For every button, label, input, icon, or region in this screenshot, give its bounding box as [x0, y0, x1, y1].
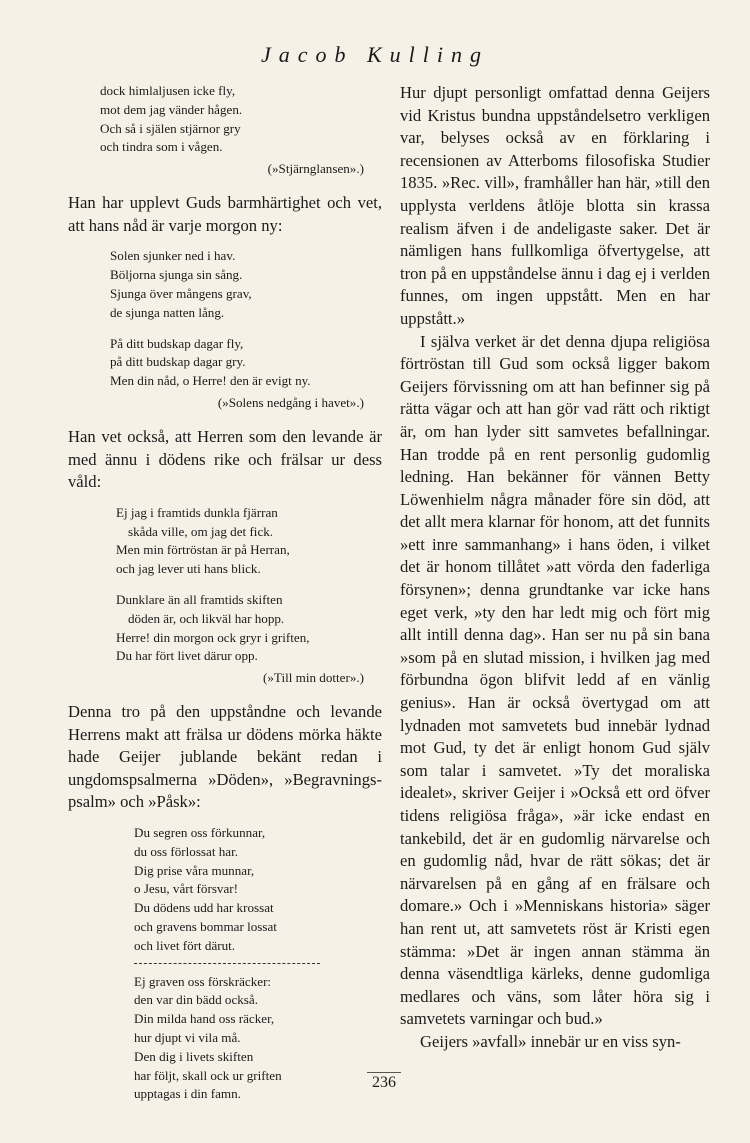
verse-line: Den dig i livets skiften	[134, 1048, 254, 1064]
verse-till-min-dotter	[116, 504, 382, 666]
verse-line: upptagas i din famn.	[134, 1086, 241, 1102]
dashed-divider	[134, 963, 320, 964]
verse-line: döden är, och likväl har hopp.	[128, 610, 285, 626]
verse-line: Sjunga över mångens grav,	[110, 285, 252, 301]
verse-line: Du dödens udd har krossat	[134, 900, 274, 916]
verse-line: och gravens bommar lossat	[134, 919, 277, 935]
verse-line: du oss förlossat har.	[134, 843, 239, 859]
left-column	[68, 82, 382, 1104]
verse-line: Böljorna sjunga sin sång.	[110, 267, 243, 283]
verse-line: på ditt budskap dagar gry.	[110, 354, 246, 370]
verse-line: Ej graven oss förskräcker:	[134, 973, 272, 989]
verse-source: (»Solens nedgång i havet».)	[217, 394, 364, 410]
verse-pask	[134, 824, 382, 1104]
verse-line: Dunklare än all framtids skiften	[116, 591, 283, 607]
verse-line: hur djupt vi vila må.	[134, 1030, 241, 1046]
verse-line: Du segren oss förkunnar,	[134, 825, 266, 841]
page-number: 236	[367, 1072, 401, 1092]
verse-solens-nedgang	[110, 247, 382, 391]
verse-line: Din milda hand oss räcker,	[134, 1011, 275, 1027]
verse-line: Ej jag i framtids dunkla fjärran	[116, 504, 278, 520]
paragraph: Hur djupt personligt omfattad denna Geijers vid Kristus bundna uppståndelsetro verkligen var, belyses också av en förklaring i recensionen av Atterboms filosofiska Studier 1835. »Rec. vill», framhåller han här, »till den upplysta verldens åtlöje blotta sin krassa realism äfven i de andeligaste saker. Det är nämligen hans fullkomliga öfvertygelse, att tron på en uppståndelse ännu i dag ej i verlden funnes, om ingen uppstått. Men en har uppstått.»	[400, 83, 710, 328]
verse-line: Men din nåd, o Herre! den är evigt ny.	[110, 373, 311, 389]
verse-source: (»Stjärnglansen».)	[267, 161, 364, 177]
verse-line: Herre! din morgon ock gryr i griften,	[116, 629, 310, 645]
verse-line: och livet fört därut.	[134, 937, 236, 953]
running-title: Jacob Kulling	[260, 42, 490, 67]
verse-line: skåda ville, om jag det fick.	[128, 523, 274, 539]
paragraph: Geijers »avfall» innebär ur en viss syn-	[420, 1031, 681, 1051]
verse-line: Dig prise våra munnar,	[134, 862, 255, 878]
verse-line: de sjunga natten lång.	[110, 304, 225, 320]
verse-source: (»Till min dotter».)	[263, 670, 364, 686]
right-column	[400, 82, 710, 1054]
verse-line: den var din bädd också.	[134, 992, 258, 1008]
verse-line: På ditt budskap dagar fly,	[110, 335, 244, 351]
right-text	[400, 82, 710, 1054]
verse-line: Men min förtröstan är på Herran,	[116, 542, 290, 558]
verse-line: Solen sjunker ned i hav.	[110, 248, 236, 264]
verse-line: och tindra som i vågen.	[100, 139, 223, 155]
verse-line: Och så i själen stjärnor gry	[100, 120, 241, 136]
verse-line: har följt, skall ock ur griften	[134, 1067, 282, 1083]
verse-stjarnglansen	[100, 82, 382, 157]
verse-line: Du har fört livet därur opp.	[116, 648, 258, 664]
paragraph: Han har upplevt Guds barmhärtighet och vet, att hans nåd är varje morgon ny:	[68, 193, 382, 235]
verse-line: och jag lever uti hans blick.	[116, 561, 261, 577]
verse-line: dock himlaljusen icke fly,	[100, 83, 236, 98]
verse-line: mot dem jag vänder hågen.	[100, 101, 243, 117]
verse-line: o Jesu, vårt försvar!	[134, 881, 238, 897]
paragraph: Denna tro på den uppståndne och levande Herrens makt att frälsa ur dödens mörka häkte hade Geijer jublande bekänt redan i ungdomspsalmerna »Döden», »Begravnings-psalm» och »Påsk»:	[68, 702, 382, 812]
paragraph: Han vet också, att Herren som den levande är med ännu i dödens rike och frälsar ur dess våld:	[68, 426, 382, 492]
paragraph: I själva verket är det denna djupa religiösa förtröstan till Gud som också ligger bakom Geijers förvissning om att han befinner sig på rätta vägar och att han gör vad rätt och riktigt är, om han lyder sitt samvetes befallningar. Han trodde på en rent personlig gudomlig ledning. Han bekänner för vännen Betty Löwenhielm några månader före sin död, att det allt mera klarnar för honom, att det funnits »ett inre sammanhang» i hans öden, i vilket det är honom tillåtet »att vörda den faderliga försynen»; denna grundtanke var icke hans eget verk, »ty den har ledt mig och fört mig allt intill denna dag». Han ser nu på sin bana »som på en slutad mission, i hvilken jag med förbundna ögon blifvit ledd af en vänlig genius». Han är också övertygad om att lydnaden mot samvetets bud innebär lydnad mot Gud, ty det är enligt honom Gud själv som talar i samvetet. »Ty det moraliska idealet», skriver Geijer i »Också ett ord öfver tidens religiösa fråga», »är icke endast en tankebild, det är en gudomlig närvarelse och en gudomlig nåd, hvar de rätt sökas; det är närvarelsen på en gång af en frälsare och domare.» Och i »Menniskans historia» säger han rent ut, att samvetets röst är Kristi egen stämma: »Det är ingen annan stämma än denna väsendtliga kärleks, denne gudomliga medlares och väns, som låter höra sig i samvetets varningar och bud.»	[400, 331, 710, 1029]
